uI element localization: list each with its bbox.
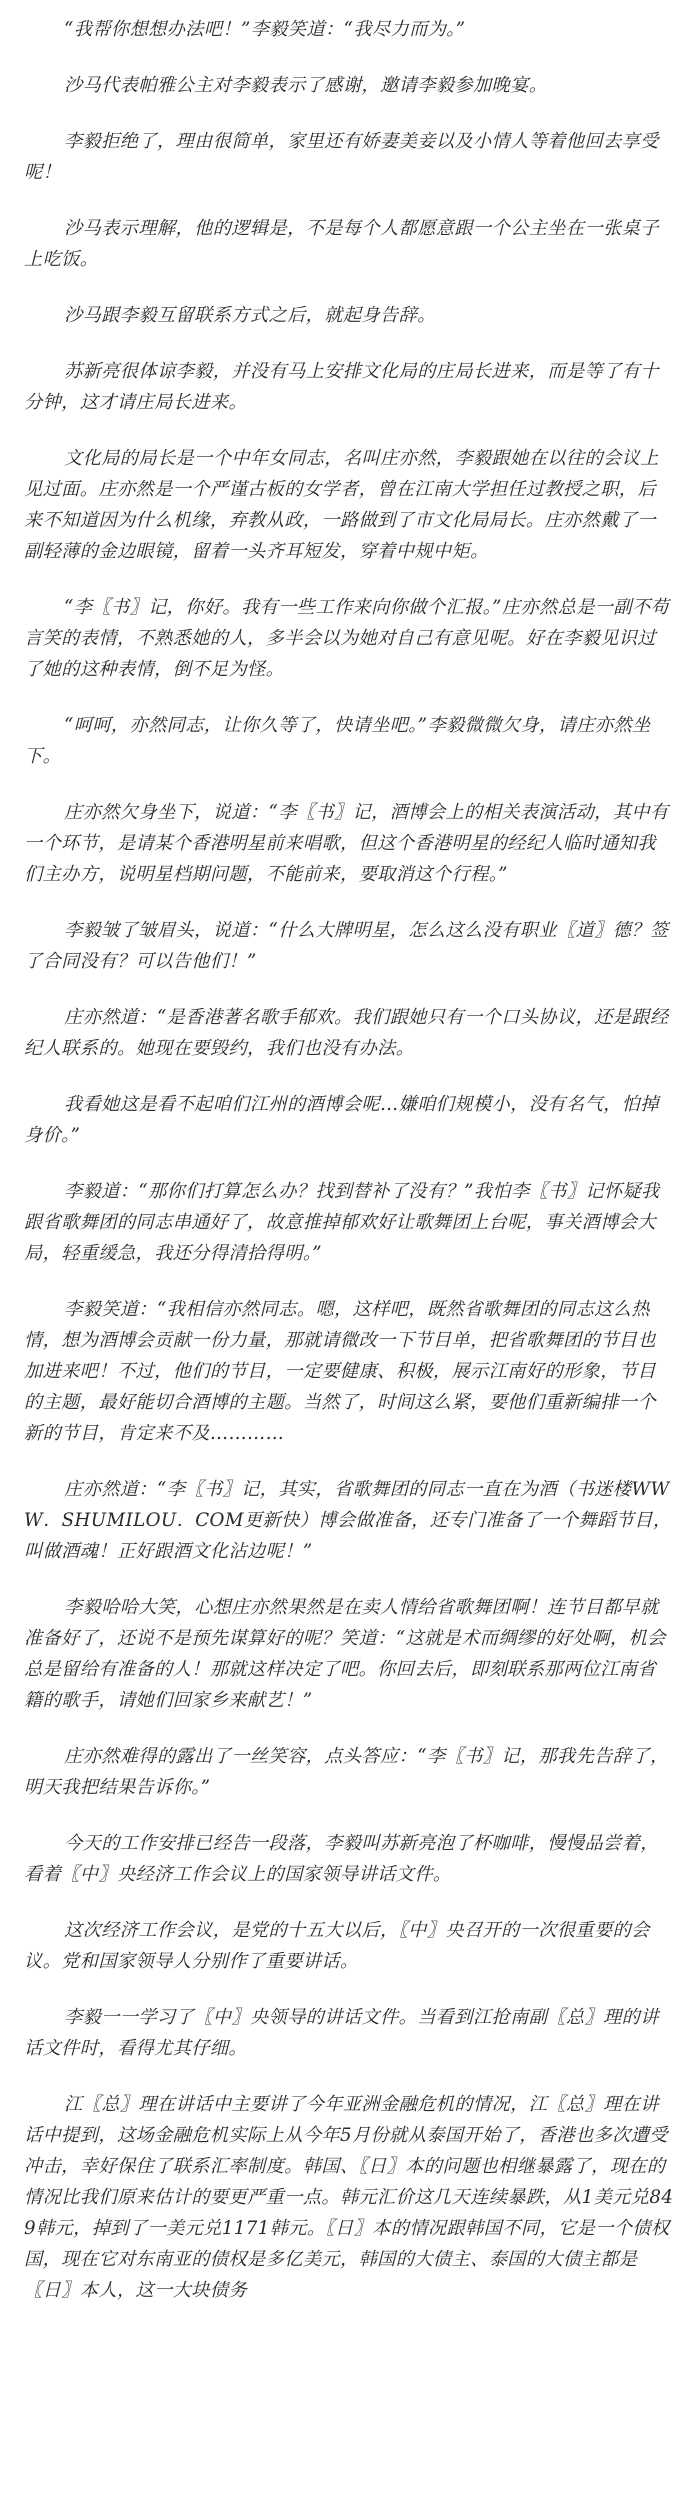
paragraph: 今天的工作安排已经告一段落，李毅叫苏新亮泡了杯咖啡，慢慢品尝着，看着〖中〗央经济工作会议上的国家领导讲话文件。	[24, 1833, 659, 1885]
paragraph: 沙马表示理解，他的逻辑是，不是每个人都愿意跟一个公主坐在一张桌子上吃饭。	[24, 218, 659, 270]
paragraph: 李毅哈哈大笑，心想庄亦然果然是在卖人情给省歌舞团啊！连节目都早就准备好了，还说不是预先谋算好的呢？笑道：“这就是术而绸缪的好处啊，机会总是留给有准备的人！那就这样决定了吧。你回去后，即刻联系那两位江南省籍的歌手，请她们回家乡来献艺！”	[24, 1597, 666, 1711]
paragraph: 庄亦然道：“李〖书〗记，其实，省歌舞团的同志一直在为酒（书迷楼WWW．SHUMILOU．COM更新快）博会做准备，还专门准备了一个舞蹈节目，叫做酒魂！正好跟酒文化沾边呢！”	[24, 1479, 672, 1562]
paragraph: 沙马跟李毅互留联系方式之后，就起身告辞。	[64, 305, 436, 326]
paragraph: “我帮你想想办法吧！”李毅笑道：“我尽力而为。”	[64, 19, 466, 40]
paragraph: 庄亦然欠身坐下，说道：“李〖书〗记，酒博会上的相关表演活动，其中有一个环节，是请某个香港明星前来唱歌，但这个香港明星的经纪人临时通知我们主办方，说明星档期问题，不能前来，要取消这个行程。”	[24, 802, 669, 885]
paragraph: 李毅一一学习了〖中〗央领导的讲话文件。当看到江抢南副〖总〗理的讲话文件时，看得尤其仔细。	[24, 2007, 659, 2059]
paragraph: 苏新亮很体谅李毅，并没有马上安排文化局的庄局长进来，而是等了有十分钟，这才请庄局长进来。	[24, 361, 659, 413]
paragraph: 李毅笑道：“我相信亦然同志。嗯，这样吧，既然省歌舞团的同志这么热情，想为酒博会贡献一份力量，那就请微改一下节目单，把省歌舞团的节目也加进来吧！不过，他们的节目，一定要健康、积极，展示江南好的形象，节目的主题，最好能切合酒博的主题。当然了，时间这么紧，要他们重新编排一个新的节目，肯定来不及…………	[24, 1299, 656, 1444]
paragraph: 这次经济工作会议，是党的十五大以后，〖中〗央召开的一次很重要的会议。党和国家领导人分别作了重要讲话。	[24, 1920, 650, 1972]
paragraph: 庄亦然道：“是香港著名歌手郁欢。我们跟她只有一个口头协议，还是跟经纪人联系的。她现在要毁约，我们也没有办法。	[24, 1007, 669, 1059]
paragraph: 沙马代表帕雅公主对李毅表示了感谢，邀请李毅参加晚宴。	[64, 75, 548, 96]
paragraph: 庄亦然难得的露出了一丝笑容，点头答应：“李〖书〗记，那我先告辞了，明天我把结果告诉你。”	[24, 1746, 669, 1798]
paragraph: 文化局的局长是一个中年女同志，名叫庄亦然，李毅跟她在以往的会议上见过面。庄亦然是一个严谨古板的女学者，曾在江南大学担任过教授之职，后来不知道因为什么机缘，弃教从政，一路做到了市文化局局长。庄亦然戴了一副轻薄的金边眼镜，留着一头齐耳短发，穿着中规中矩。	[24, 448, 659, 562]
paragraph: 江〖总〗理在讲话中主要讲了今年亚洲金融危机的情况，江〖总〗理在讲话中提到，这场金融危机实际上从今年5月份就从泰国开始了，香港也多次遭受冲击，幸好保住了联系汇率制度。韩国、〖日〗本的问题也相继暴露了，现在的情况比我们原来估计的要更严重一点。韩元汇价这几天连续暴跌，从1美元兑849韩元，掉到了一美元兑1171韩元。〖日〗本的情况跟韩国不同，它是一个债权国，现在它对东南亚的债权是多亿美元，韩国的大债主、泰国的大债主都是〖日〗本人，这一大块债务	[24, 2094, 674, 2301]
paragraph: “李〖书〗记，你好。我有一些工作来向你做个汇报。”庄亦然总是一副不苟言笑的表情，不熟悉她的人，多半会以为她对自己有意见呢。好在李毅见识过了她的这种表情，倒不足为怪。	[24, 597, 670, 680]
paragraph: “呵呵，亦然同志，让你久等了，快请坐吧。”李毅微微欠身，请庄亦然坐下。	[24, 715, 651, 767]
paragraph: 我看她这是看不起咱们江州的酒博会呢…嫌咱们规模小，没有名气，怕掉身价。”	[24, 1094, 659, 1146]
paragraph: 李毅道：“那你们打算怎么办？找到替补了没有？”我怕李〖书〗记怀疑我跟省歌舞团的同志串通好了，故意推掉郁欢好让歌舞团上台呢，事关酒博会大局，轻重缓急，我还分得清拾得明。”	[24, 1181, 660, 1264]
paragraph: 李毅皱了皱眉头，说道：“什么大牌明星，怎么这么没有职业〖道〗德？签了合同没有？可以告他们！”	[24, 920, 669, 972]
paragraph: 李毅拒绝了，理由很简单，家里还有娇妻美妾以及小情人等着他回去享受呢！	[24, 131, 659, 183]
